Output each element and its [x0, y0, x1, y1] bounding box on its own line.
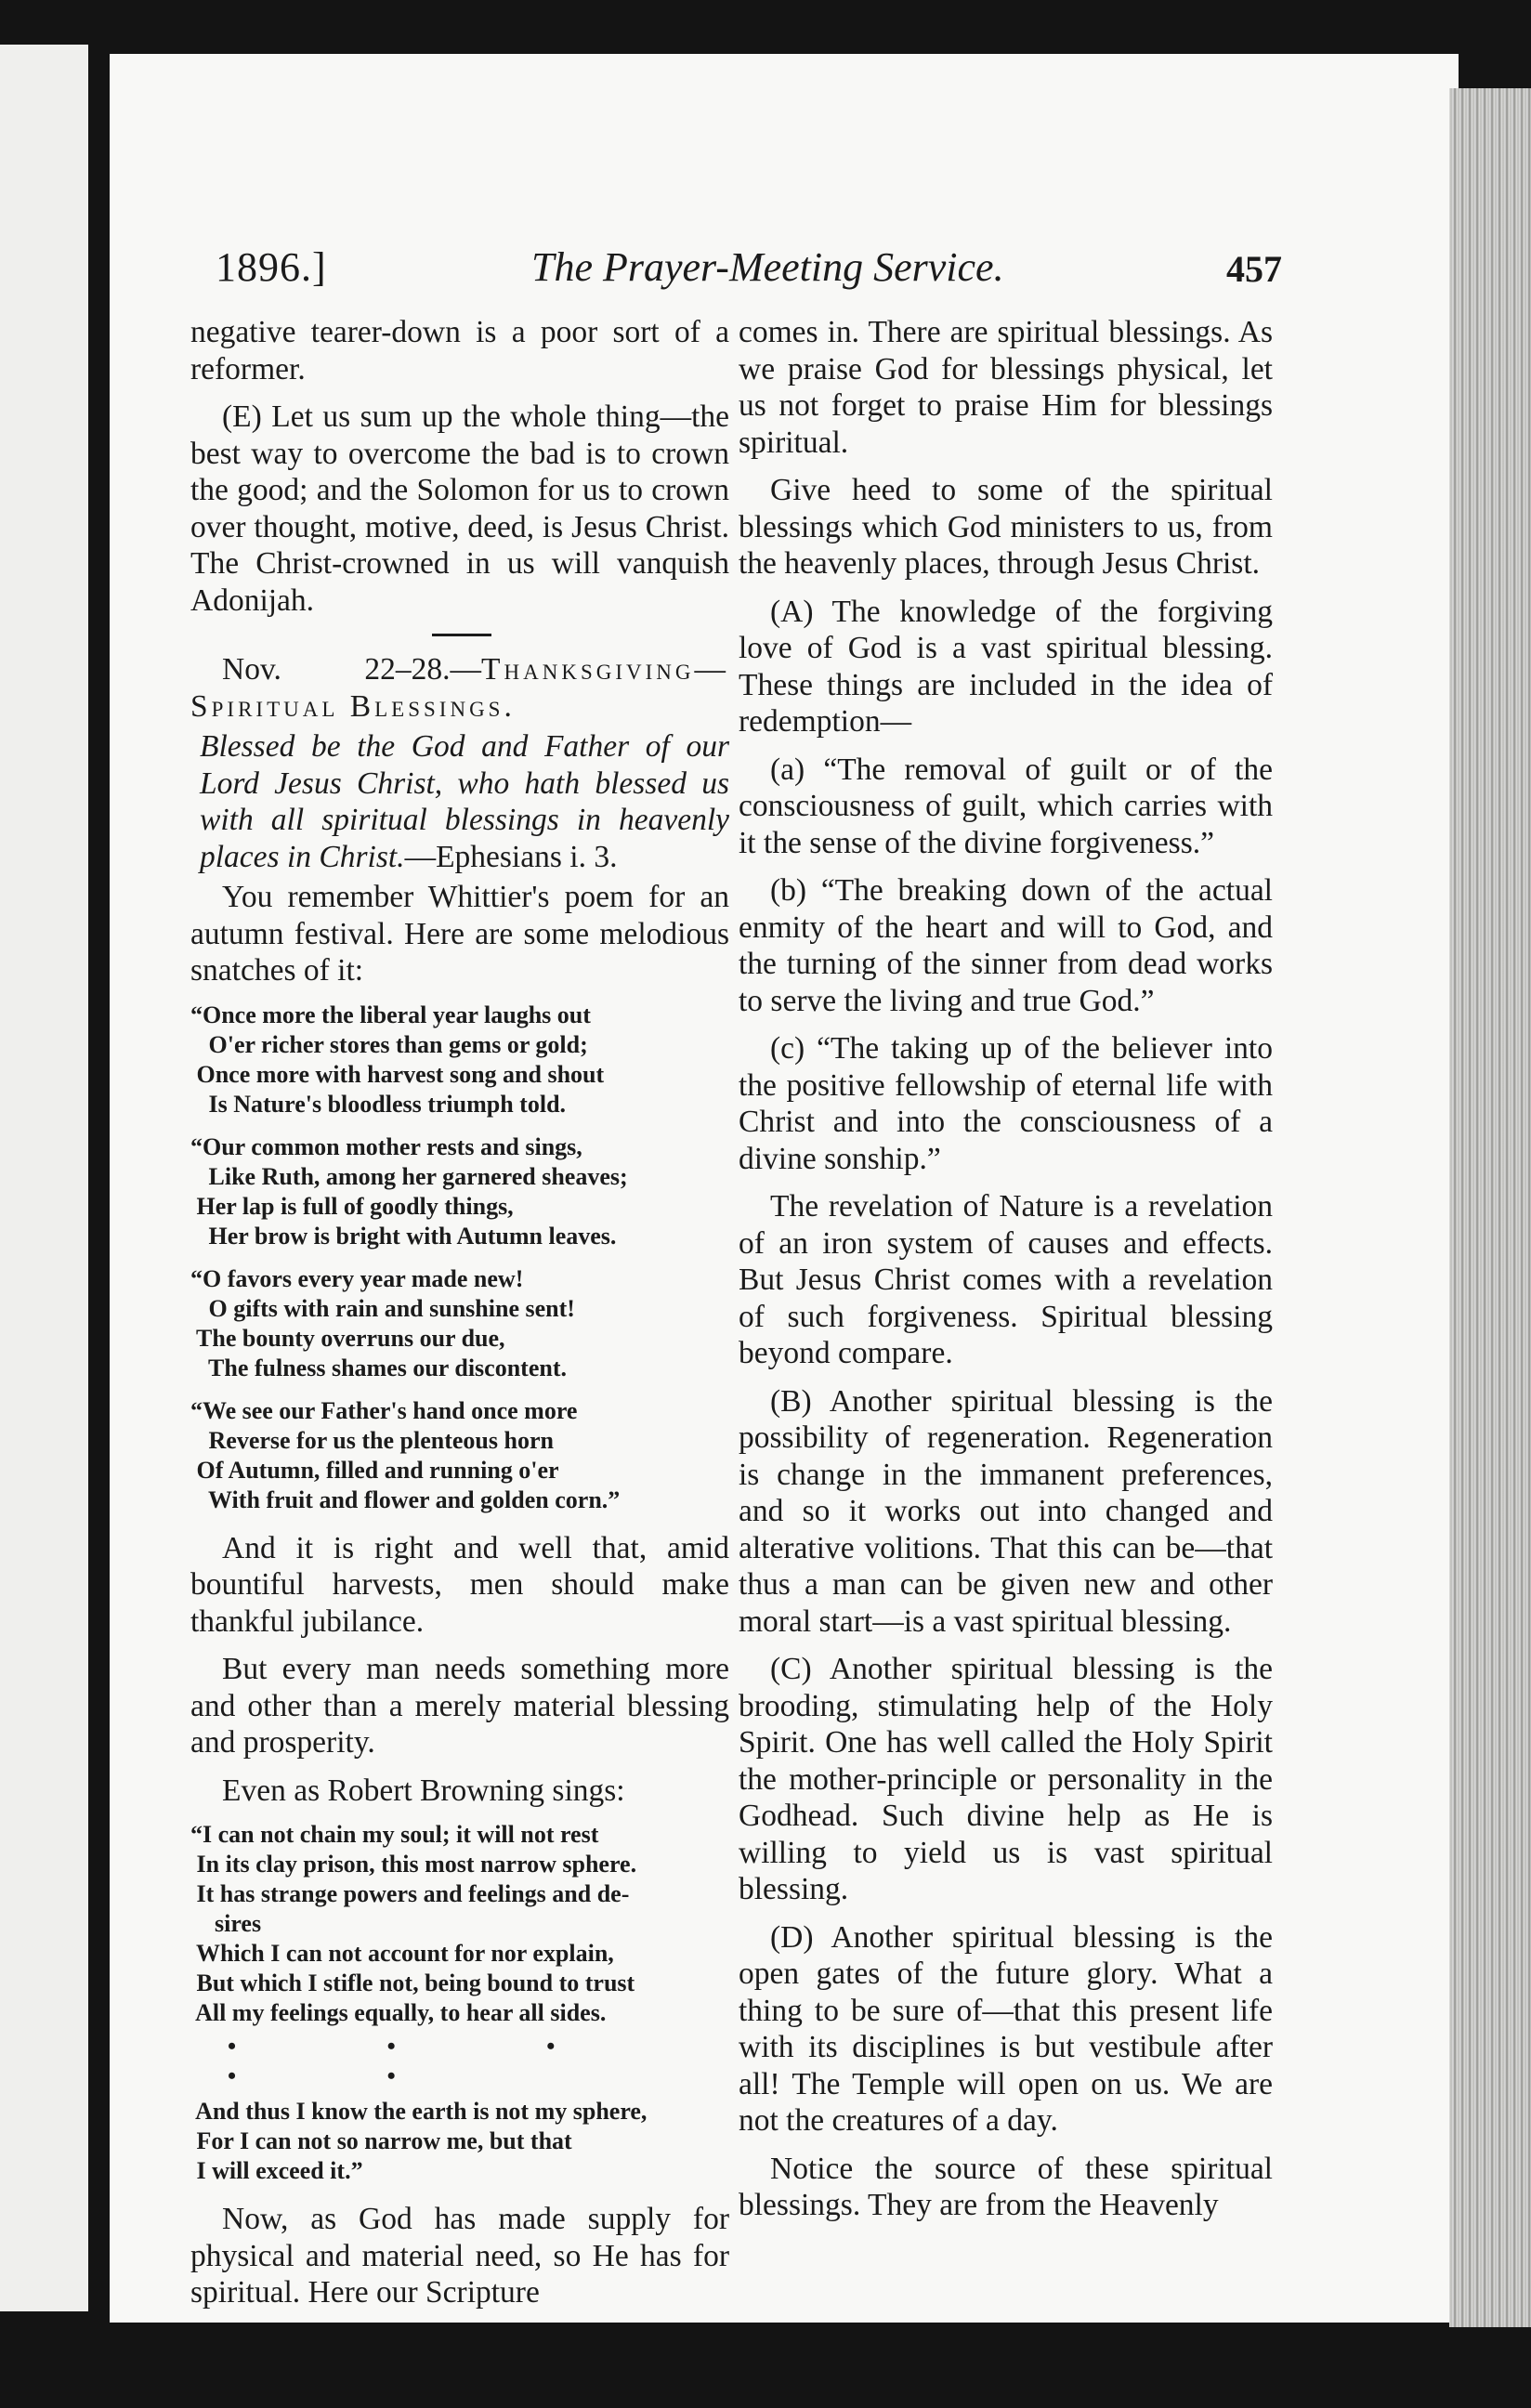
poem-line: O gifts with rain and sunshine sent! — [190, 1294, 575, 1322]
poem-line: For I can not so narrow me, but that — [190, 2127, 572, 2154]
heading-title: Thanksgiving—Spiritual Blessings. — [190, 652, 729, 724]
heading-date: Nov. 22–28.— — [222, 652, 482, 687]
poem-stanza — [190, 1001, 729, 1119]
poem-line: Reverse for us the plenteous horn — [190, 1426, 554, 1454]
poem-line: The bounty overruns our due, — [190, 1324, 505, 1352]
paragraph: Notice the source of these spiritual blessings. They are from the Heavenly — [739, 2151, 1273, 2222]
right-column — [739, 314, 1273, 2235]
poem-line: “O favors every year made new! — [190, 1264, 524, 1292]
poem-line: It has strange powers and feelings and de- — [190, 1880, 630, 1907]
poem-line: Her lap is full of goodly things, — [190, 1192, 514, 1220]
page-number: 457 — [1226, 248, 1282, 290]
running-header — [216, 243, 1282, 299]
paragraph: comes in. There are spiritual blessings. As we praise God for blessings physical, let us not forget to praise Him for blessings spiritual. — [739, 315, 1273, 460]
paragraph: And it is right and well that, amid bountiful harvests, men should make thankful jubilance. — [190, 1530, 729, 1639]
epigraph — [190, 728, 729, 875]
header-title: The Prayer-Meeting Service. — [531, 244, 1004, 290]
paragraph: (B) Another spiritual blessing is the possibility of regeneration. Regeneration is change in the immanent preferences, and so it works out into changed and alterative volitions. That this can be—that thus a man can be given new and other moral start—is a vast spiritual blessing. — [739, 1383, 1273, 1639]
paragraph: (C) Another spiritual blessing is the brooding, stimulating help of the Holy Spirit. One has well called the Holy Spirit the mother-principle or personality in the Godhead. Such divine help as He is willing to yield us is vast spiritual blessing. — [739, 1652, 1273, 1906]
poem-line: In its clay prison, this most narrow sphere. — [190, 1851, 637, 1878]
paragraph: (b) “The breaking down of the actual enmity of the heart and will to God, and the turning of the sinner from dead works to serve the living and true God.” — [739, 873, 1273, 1018]
paragraph: (c) “The taking up of the believer into the positive fellowship of eternal life with Christ and into the consciousness of a divine sonship.” — [739, 1031, 1273, 1176]
page-stack-edges — [1449, 88, 1531, 2327]
poem-line: Which I can not account for nor explain, — [190, 1940, 614, 1967]
browning-poem — [190, 1820, 729, 2186]
poem-line: With fruit and flower and golden corn.” — [190, 1485, 621, 1513]
paragraph: negative tearer-down is a poor sort of a reformer. — [190, 315, 729, 386]
paragraph: Give heed to some of the spiritual blessings which God ministers to us, from the heavenly places, through Jesus Christ. — [739, 473, 1273, 581]
poem-line: And thus I know the earth is not my sphere, — [190, 2098, 648, 2125]
poem-line: Of Autumn, filled and running o'er — [190, 1456, 559, 1484]
paragraph: But every man needs something more and other than a merely material blessing and prosperity. — [190, 1652, 729, 1760]
paragraph: (D) Another spiritual blessing is the open gates of the future glory. What a thing to be sure of—that this present life with its disciplines is but vestibule after all! The Temple will open on us. We are not the creatures of a day. — [739, 1919, 1273, 2138]
poem-line: Once more with harvest song and shout — [190, 1060, 605, 1088]
paragraph: (a) “The removal of guilt or of the consciousness of guilt, which carries with it the sense of the divine forgiveness.” — [739, 752, 1273, 860]
epigraph-reference: —Ephesians i. 3. — [404, 839, 618, 874]
poem-line: “Once more the liberal year laughs out — [190, 1001, 591, 1028]
poem-line: Her brow is bright with Autumn leaves. — [190, 1222, 617, 1250]
paragraph: Now, as God has made supply for physical and material need, so He has for spiritual. Here our Scripture — [190, 2202, 729, 2310]
poem-line: The fulness shames our discontent. — [190, 1354, 567, 1381]
left-column — [190, 314, 729, 2323]
paragraph: (A) The knowledge of the forgiving love of God is a vast spiritual blessing. These things are included in the idea of redemption— — [739, 594, 1273, 739]
previous-page-edge — [0, 45, 88, 2311]
poem-line: sires — [190, 1910, 262, 1937]
paragraph: The revelation of Nature is a revelation of an iron system of causes and effects. But Jesus Christ comes with a revelation of such forgiveness. Spiritual blessing beyond compare. — [739, 1189, 1273, 1370]
poem-line: “Our common mother rests and sings, — [190, 1132, 582, 1160]
poem-line: All my feelings equally, to hear all sides. — [190, 1999, 607, 2026]
poem-line: “I can not chain my soul; it will not rest — [190, 1821, 599, 1848]
section-rule — [432, 634, 491, 636]
poem-line: O'er richer stores than gems or gold; — [190, 1030, 588, 1058]
header-year: 1896.] — [216, 244, 327, 290]
paragraph: Even as Robert Browning sings: — [222, 1773, 625, 1808]
poem-line: But which I stifle not, being bound to trust — [190, 1970, 635, 1996]
section-heading — [190, 651, 729, 725]
poem-line: Is Nature's bloodless triumph told. — [190, 1090, 567, 1118]
poem-line: Like Ruth, among her garnered sheaves; — [190, 1162, 628, 1190]
ellipsis-dots: • • • • • — [228, 2033, 628, 2089]
poem-line: I will exceed it.” — [190, 2157, 363, 2184]
whittier-poem — [190, 1001, 729, 1515]
paragraph: You remember Whittier's poem for an autumn festival. Here are some melodious snatches of it: — [190, 880, 729, 988]
poem-stanza — [190, 1264, 729, 1383]
poem-stanza — [190, 1132, 729, 1251]
epigraph-text: Blessed be the God and Father of our Lord Jesus Christ, who hath blessed us with all spiritual blessings in heavenly places in Christ. — [200, 729, 729, 874]
paragraph: (E) Let us sum up the whole thing—the best way to overcome the bad is to crown the good; and the Solomon for us to crown over thought, motive, deed, is Jesus Christ. The Christ-crowned in us will vanquish Adonijah. — [190, 399, 729, 618]
poem-line: “We see our Father's hand once more — [190, 1396, 578, 1424]
poem-stanza — [190, 1396, 729, 1515]
